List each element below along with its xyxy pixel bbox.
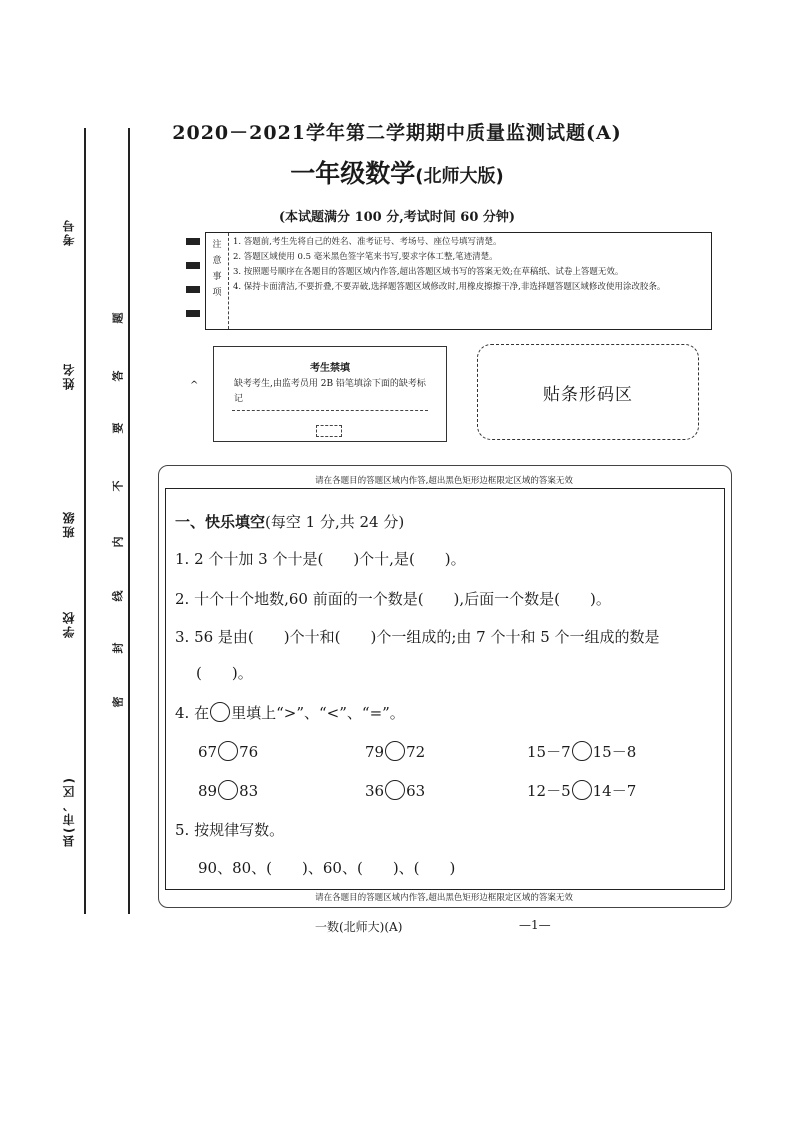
answer-notice-bottom: 请在各题目的答题区域内作答,超出黑色矩形边框限定区域的答案无效 — [315, 893, 573, 903]
question-3-line-2[interactable]: ( )。 — [196, 664, 253, 682]
binding-label-exam-no: 考号 — [62, 218, 76, 246]
question-2[interactable]: 2. 十个十个地数,60 前面的一个数是( ),后面一个数是( )。 — [175, 590, 611, 608]
comparison-right: 63 — [406, 782, 426, 800]
comparison-item[interactable] — [198, 780, 258, 800]
question-1[interactable]: 1. 2 个十加 3 个十是( )个十,是( )。 — [175, 550, 466, 568]
barcode-area — [477, 344, 699, 440]
binding-label-class: 班级 — [62, 510, 76, 538]
question-4-suffix: 里填上“>”、“<”、“=”。 — [231, 704, 405, 722]
seal-char-3: 要 — [111, 422, 125, 434]
footer-code: 一数(北师大)(A) — [315, 920, 403, 934]
seal-char-2: 答 — [111, 370, 125, 382]
comparison-circle[interactable] — [572, 741, 592, 761]
timing-mark-3 — [186, 286, 200, 293]
subject-name: 一年级数学 — [290, 159, 416, 188]
binding-label-school: 学校 — [62, 610, 76, 638]
comparison-right: 76 — [239, 743, 259, 761]
comparison-item[interactable] — [527, 741, 636, 762]
note-item: 1. 答题前,考生先将自己的姓名、准考证号、考场号、座位号填写清楚。 — [233, 237, 502, 247]
comparison-left: 12－5 — [527, 782, 571, 800]
comparison-left: 67 — [198, 743, 218, 761]
comparison-item[interactable] — [198, 741, 258, 761]
seal-char-5: 内 — [111, 536, 125, 548]
timing-mark-4 — [186, 310, 200, 317]
comparison-circle[interactable] — [572, 780, 592, 800]
note-item: 3. 按照题号顺序在各题目的答题区域内作答,超出答题区域书写的答案无效;在草稿纸、试卷上答题无效。 — [233, 267, 624, 277]
notes-box — [205, 232, 712, 330]
seal-char-4: 不 — [111, 480, 125, 492]
section-1-score: (每空 1 分,共 24 分) — [265, 513, 405, 531]
binding-label-name: 姓名 — [62, 362, 76, 390]
question-4-prefix: 4. 在 — [175, 704, 210, 722]
comparison-right: 83 — [239, 782, 259, 800]
circle-icon — [210, 702, 230, 722]
comparison-right: 14－7 — [592, 782, 637, 800]
absent-box-divider — [232, 410, 428, 411]
comparison-right: 15－8 — [592, 743, 637, 761]
edition-label: (北师大版) — [415, 166, 504, 187]
comparison-right: 72 — [406, 743, 426, 761]
question-5: 5. 按规律写数。 — [175, 821, 285, 839]
binding-label-county: 县(市、区) — [62, 776, 76, 847]
question-4 — [175, 702, 405, 723]
timing-mark-1 — [186, 238, 200, 245]
answer-notice-top: 请在各题目的答题区域内作答,超出黑色矩形边框限定区域的答案无效 — [315, 476, 573, 486]
comparison-circle[interactable] — [218, 780, 238, 800]
section-1-heading — [175, 511, 404, 532]
seal-char-1: 题 — [111, 312, 125, 324]
comparison-circle[interactable] — [218, 741, 238, 761]
seal-char-7: 封 — [111, 642, 125, 654]
exam-title: 2020－2021学年第二学期期中质量监测试题(A) — [172, 122, 622, 144]
comparison-item[interactable] — [365, 741, 425, 761]
absent-box — [213, 346, 447, 442]
exam-info: (本试题满分 100 分,考试时间 60 分钟) — [278, 210, 516, 225]
question-5-sequence[interactable]: 90、80、( )、60、( )、( ) — [198, 859, 456, 877]
absent-mark-checkbox[interactable] — [316, 425, 342, 437]
timing-mark-2 — [186, 262, 200, 269]
comparison-item[interactable] — [527, 780, 636, 801]
page-number: —1— — [519, 918, 551, 932]
note-item: 2. 答题区域使用 0.5 毫米黑色签字笔来书写,要求字体工整,笔迹清楚。 — [233, 252, 498, 262]
comparison-left: 15－7 — [527, 743, 571, 761]
subject-title — [0, 154, 794, 190]
comparison-circle[interactable] — [385, 741, 405, 761]
comparison-left: 79 — [365, 743, 385, 761]
comparison-item[interactable] — [365, 780, 425, 800]
section-1-title: 一、快乐填空 — [175, 513, 266, 531]
binding-line-left — [84, 128, 86, 914]
seal-char-8: 密 — [111, 696, 125, 708]
comparison-left: 89 — [198, 782, 218, 800]
barcode-label: 贴条形码区 — [543, 384, 633, 405]
caret-mark: ^ — [190, 380, 199, 391]
notes-list — [233, 235, 705, 295]
comparison-circle[interactable] — [385, 780, 405, 800]
notes-separator — [228, 233, 229, 329]
note-item: 4. 保持卡面清洁,不要折叠,不要弄破,选择题答题区域修改时,用橡皮擦擦干净,非选择题答题区域修改使用涂改胶条。 — [233, 282, 666, 292]
binding-line-right — [128, 128, 130, 914]
notes-label: 注意事项 — [212, 240, 222, 298]
seal-char-6: 线 — [111, 590, 125, 602]
comparison-left: 36 — [365, 782, 385, 800]
absent-box-title: 考生禁填 — [310, 363, 350, 374]
absent-box-desc: 缺考考生,由监考员用 2B 铅笔填涂下面的缺考标记 — [234, 379, 426, 404]
question-3-line-1[interactable]: 3. 56 是由( )个十和( )个一组成的;由 7 个十和 5 个一组成的数是 — [175, 628, 660, 646]
